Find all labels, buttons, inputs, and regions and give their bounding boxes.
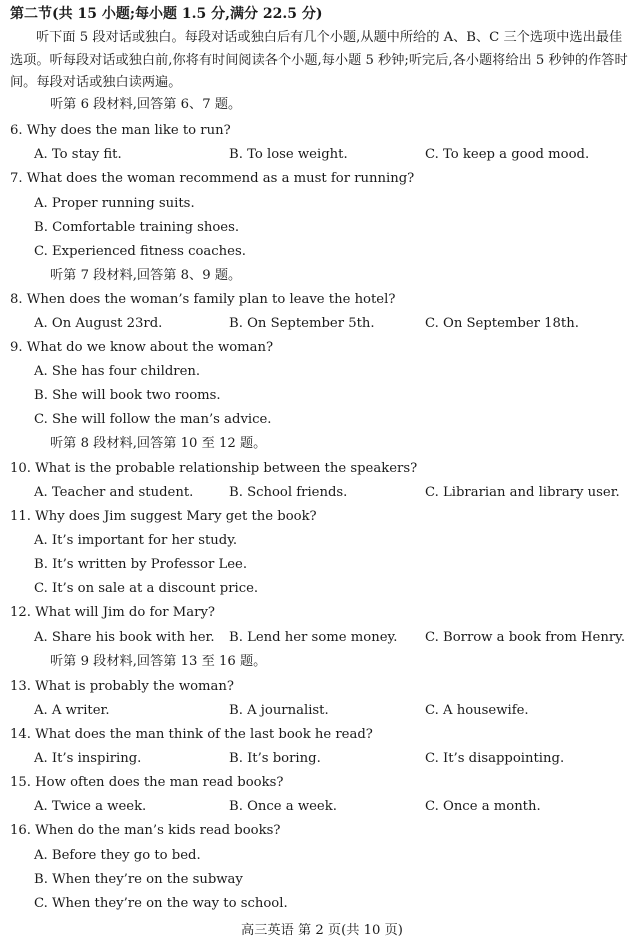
- section-header: 第二节(共 15 小题;每小题 1.5 分,满分 22.5 分): [10, 6, 323, 22]
- q15-option-b: B. Once a week.: [229, 799, 337, 814]
- page-footer: 高三英语 第 2 页(共 10 页): [241, 923, 403, 938]
- question-6: 6. Why does the man like to run?: [10, 123, 231, 138]
- q14-option-a: A. It’s inspiring.: [34, 751, 142, 766]
- q9-option-a: A. She has four children.: [34, 364, 201, 379]
- q8-option-b: B. On September 5th.: [229, 316, 375, 331]
- question-10: 10. What is the probable relationship between the speakers?: [10, 461, 418, 476]
- question-11: 11. Why does Jim suggest Mary get the book?: [10, 509, 317, 524]
- q12-option-a: A. Share his book with her.: [34, 630, 215, 645]
- q16-option-b: B. When they’re on the subway: [34, 872, 243, 887]
- q15-option-a: A. Twice a week.: [34, 799, 147, 814]
- material-note-7: 听第 7 段材料,回答第 8、9 题。: [50, 268, 242, 283]
- q14-option-b: B. It’s boring.: [229, 751, 321, 766]
- question-15: 15. How often does the man read books?: [10, 775, 284, 790]
- instructions-text: 听下面 5 段对话或独白。每段对话或独白后有几个小题,从题中所给的 A、B、C 三个选项中选出最佳选项。听每段对话或独白前,你将有时间阅读各个小题,每小题 5 秒钟;听完后,各小题将给出 5 秒钟的作答时间。每段对话或独白读两遍。: [10, 30, 628, 90]
- question-12: 12. What will Jim do for Mary?: [10, 605, 215, 620]
- material-note-9: 听第 9 段材料,回答第 13 至 16 题。: [50, 654, 267, 669]
- q8-option-c: C. On September 18th.: [425, 316, 579, 331]
- q6-option-b: B. To lose weight.: [229, 147, 348, 162]
- q7-option-a: A. Proper running suits.: [34, 196, 195, 211]
- q12-option-b: B. Lend her some money.: [229, 630, 398, 645]
- q6-option-c: C. To keep a good mood.: [425, 147, 590, 162]
- q9-option-c: C. She will follow the man’s advice.: [34, 412, 272, 427]
- q13-option-c: C. A housewife.: [425, 703, 529, 718]
- question-14: 14. What does the man think of the last book he read?: [10, 727, 373, 742]
- q13-option-b: B. A journalist.: [229, 703, 329, 718]
- q11-option-b: B. It’s written by Professor Lee.: [34, 557, 248, 572]
- q8-option-a: A. On August 23rd.: [34, 316, 163, 331]
- q10-option-b: B. School friends.: [229, 485, 348, 500]
- q11-option-a: A. It’s important for her study.: [34, 533, 238, 548]
- q16-option-c: C. When they’re on the way to school.: [34, 896, 288, 911]
- material-note-8: 听第 8 段材料,回答第 10 至 12 题。: [50, 436, 267, 451]
- q10-option-a: A. Teacher and student.: [34, 485, 194, 500]
- q7-option-c: C. Experienced fitness coaches.: [34, 244, 246, 259]
- q16-option-a: A. Before they go to bed.: [34, 848, 201, 863]
- q13-option-a: A. A writer.: [34, 703, 110, 718]
- question-7: 7. What does the woman recommend as a must for running?: [10, 171, 415, 186]
- question-16: 16. When do the man’s kids read books?: [10, 823, 281, 838]
- q9-option-b: B. She will book two rooms.: [34, 388, 221, 403]
- q14-option-c: C. It’s disappointing.: [425, 751, 565, 766]
- question-9: 9. What do we know about the woman?: [10, 340, 274, 355]
- instructions-block: [10, 27, 632, 95]
- q15-option-c: C. Once a month.: [425, 799, 541, 814]
- q12-option-c: C. Borrow a book from Henry.: [425, 630, 626, 645]
- q10-option-c: C. Librarian and library user.: [425, 485, 620, 500]
- q7-option-b: B. Comfortable training shoes.: [34, 220, 240, 235]
- question-13: 13. What is probably the woman?: [10, 679, 234, 694]
- q11-option-c: C. It’s on sale at a discount price.: [34, 581, 259, 596]
- q6-option-a: A. To stay fit.: [34, 147, 122, 162]
- material-note-6: 听第 6 段材料,回答第 6、7 题。: [50, 97, 242, 112]
- question-8: 8. When does the woman’s family plan to leave the hotel?: [10, 292, 396, 307]
